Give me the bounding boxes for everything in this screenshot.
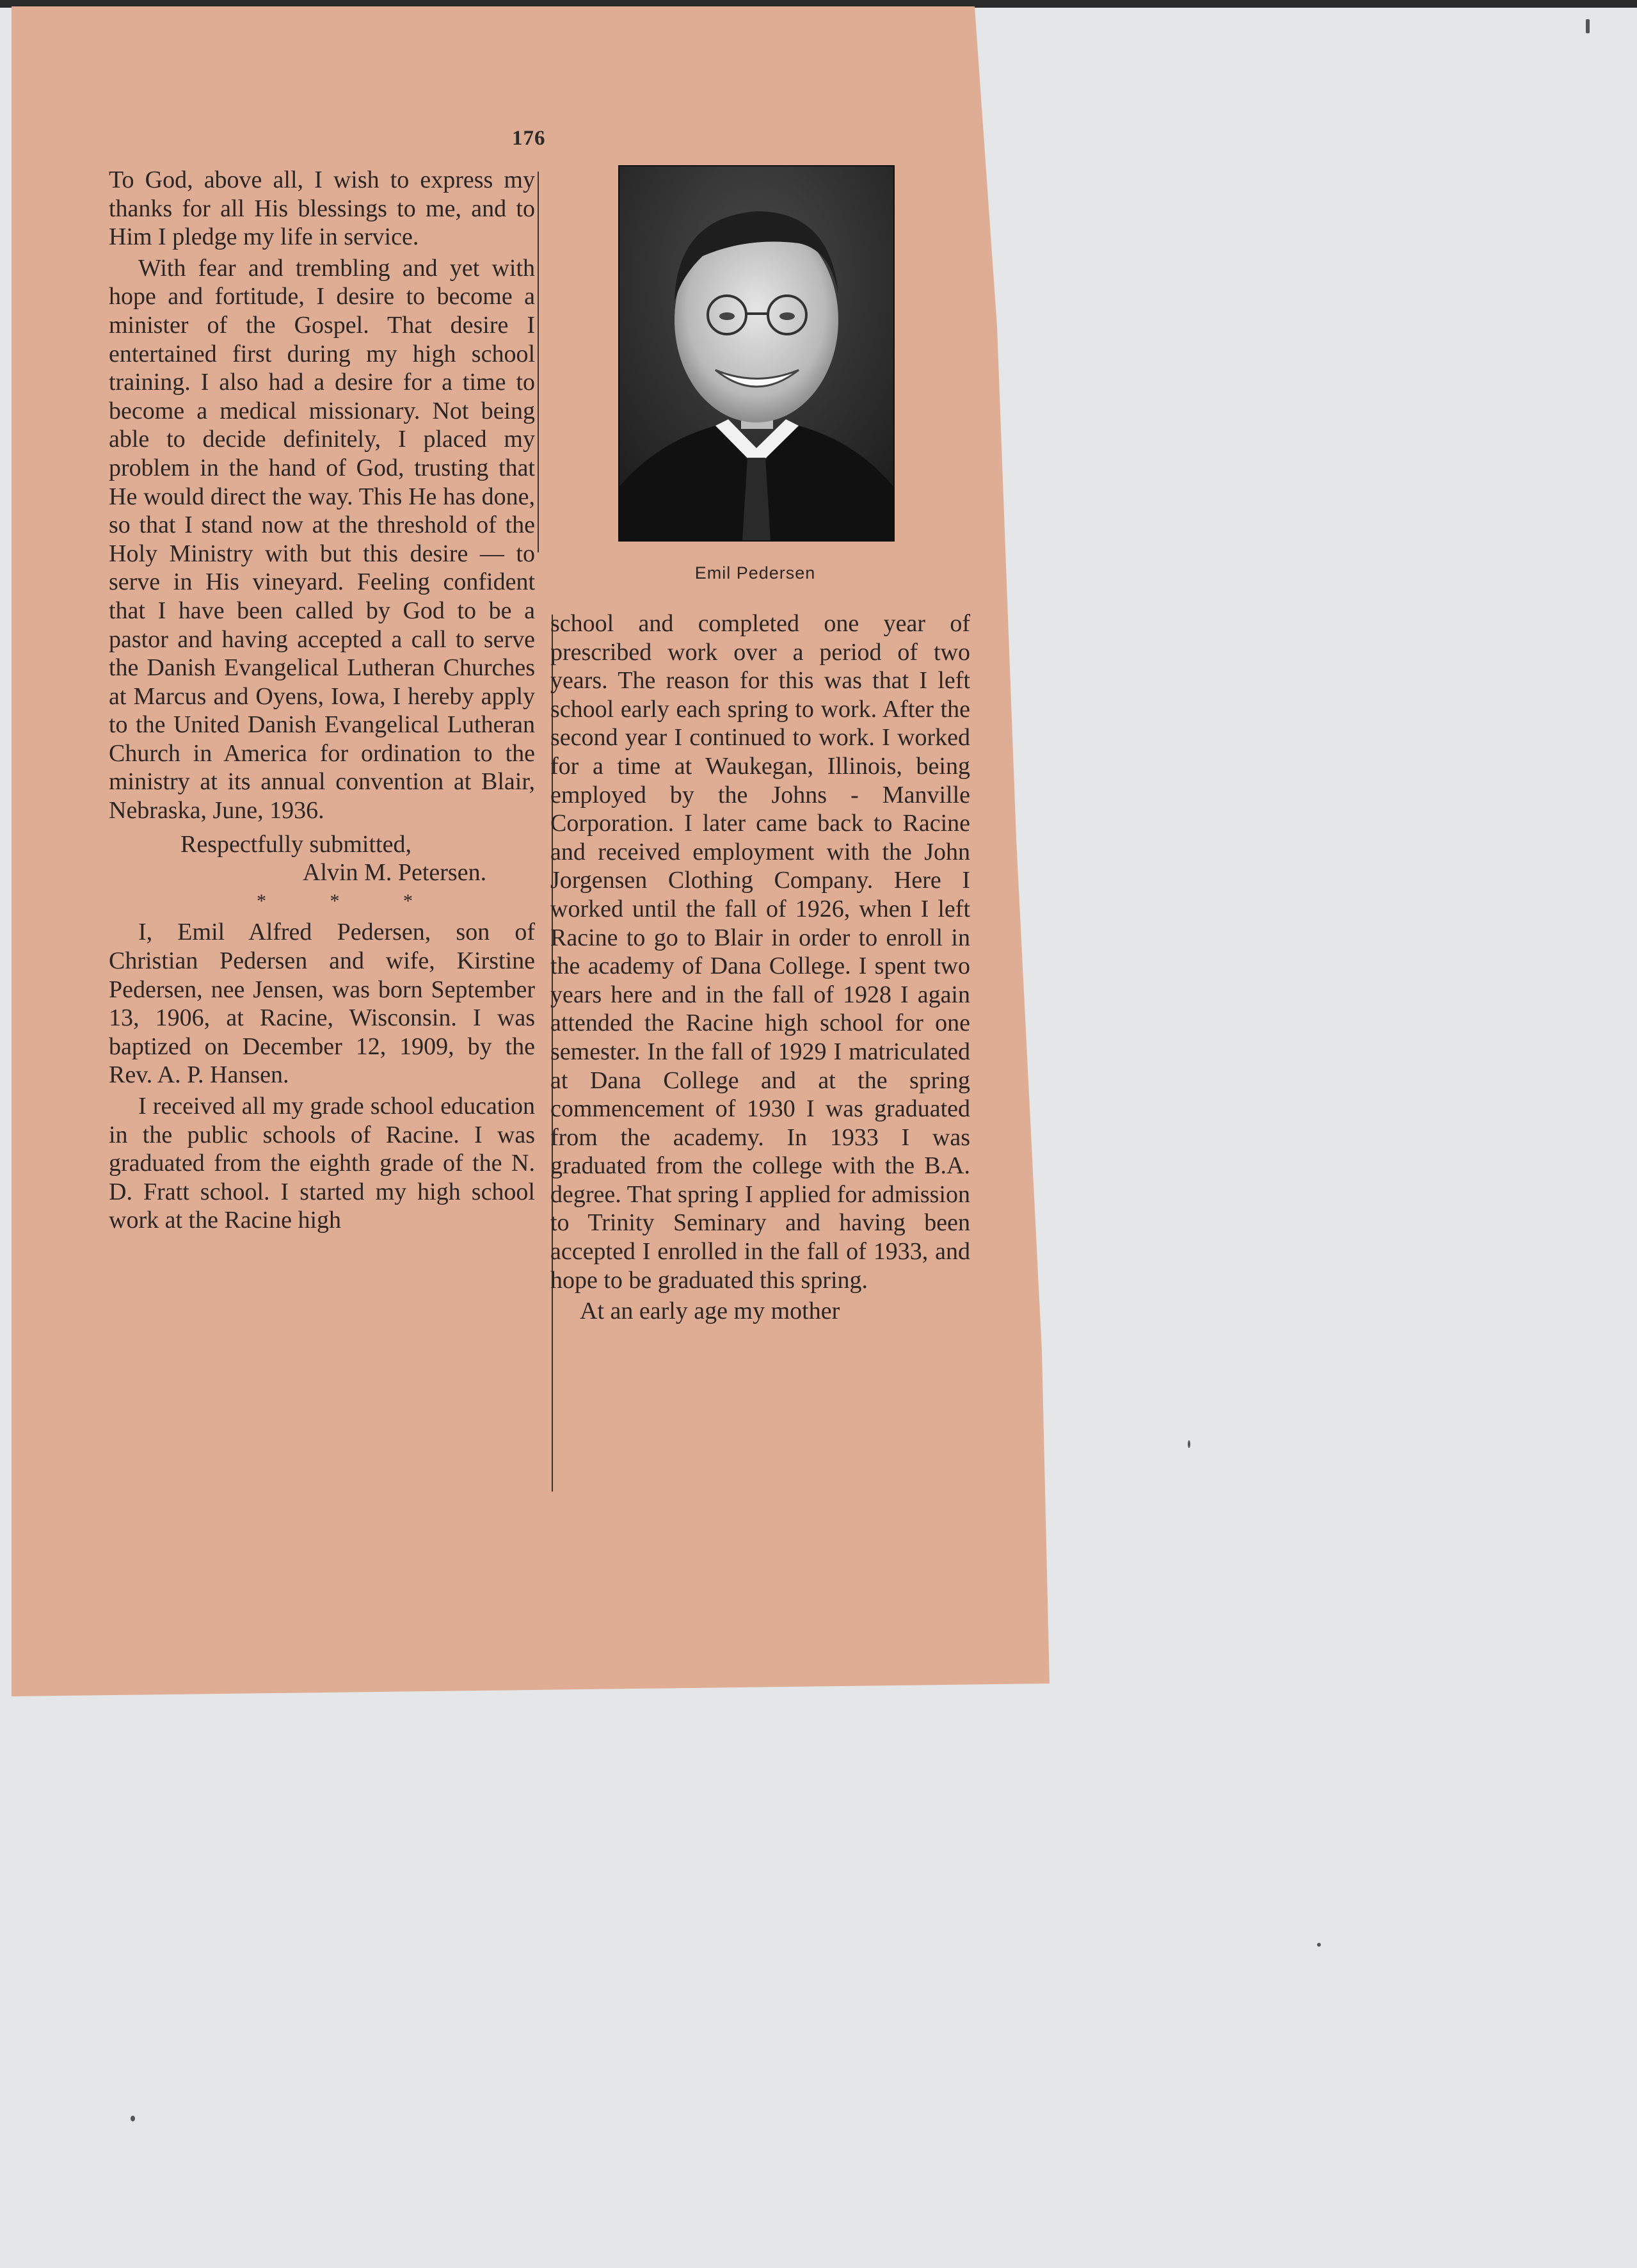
left-column <box>109 166 535 1235</box>
paragraph-mother: At an early age my mother <box>580 1298 840 1325</box>
paragraph-ministry-desire: With fear and trembling and yet with hope and fortitude, I desire to become a minister of the Gospel. That desire I entertained first during my high school training. I also had a desire for a time to become a medical missionary. Not being able to decide definitely, I placed my problem in the hand of God, trusting that He would direct the way. This He has done, so that I stand now at the threshold of the Holy Ministry with but this desire — to serve in His vineyard. Feeling confident that I have been called by God to be a pastor and having accepted a call to serve the Danish Evangelical Lutheran Churches at Marcus and Oyens, Iowa, I hereby apply to the United Danish Evangelical Lutheran Church in America for ordination to the ministry at its annual convention at Blair, Nebraska, June, 1936. <box>109 254 535 824</box>
scan-speck <box>1586 19 1590 33</box>
portrait-photo <box>618 165 895 542</box>
section-separator: * * * <box>257 890 442 912</box>
right-column <box>550 609 970 1326</box>
paragraph-birth-baptism: I, Emil Alfred Pedersen, son of Christian Pedersen and wife, Kirstine Pedersen, nee Jensen, was born September 13, 1906, at Racine, Wisconsin. I was baptized on December 12, 1909, by the Rev. A. P. Hansen. <box>109 919 535 1089</box>
portrait-image <box>619 166 893 540</box>
scan-speck <box>1188 1440 1190 1448</box>
paragraph-education: school and completed one year of prescribed work over a period of two years. The reason for this was that I left school early each spring to work. After the second year I continued to work. I worked for a time at Waukegan, Illinois, being employed by the Johns - Manville Corporation. I later came back to Racine and received employment with the John Jorgensen Clothing Company. Here I worked until the fall of 1926, when I left Racine to go to Blair in order to enroll in the academy of Dana College. I spent two years here and in the fall of 1928 I again attended the Racine high school for one semester. In the fall of 1929 I matriculated at Dana College and at the spring commencement of 1930 I was graduated from the academy. In 1933 I was graduated from the college with the B.A. degree. That spring I applied for admission to Trinity Seminary and having been accepted I enrolled in the fall of 1933, and hope to be graduated this spring. <box>550 610 970 1294</box>
photo-caption: Emil Pedersen <box>694 563 816 583</box>
column-rule-upper <box>538 172 539 552</box>
paragraph-thanks: To God, above all, I wish to express my thanks for all His blessings to me, and to Him I pledge my life in service. <box>109 166 535 251</box>
signoff-signature: Alvin M. Petersen. <box>303 859 487 887</box>
scan-speck <box>131 2116 135 2121</box>
paragraph-grade-school: I received all my grade school education in the public schools of Racine. I was graduated from the eighth grade of the N. D. Fratt school. I started my high school work at the Racine high <box>109 1093 535 1234</box>
signoff-closing: Respectfully submitted, <box>180 830 411 858</box>
page-number: 176 <box>512 127 546 150</box>
scan-speck <box>1317 1943 1321 1947</box>
